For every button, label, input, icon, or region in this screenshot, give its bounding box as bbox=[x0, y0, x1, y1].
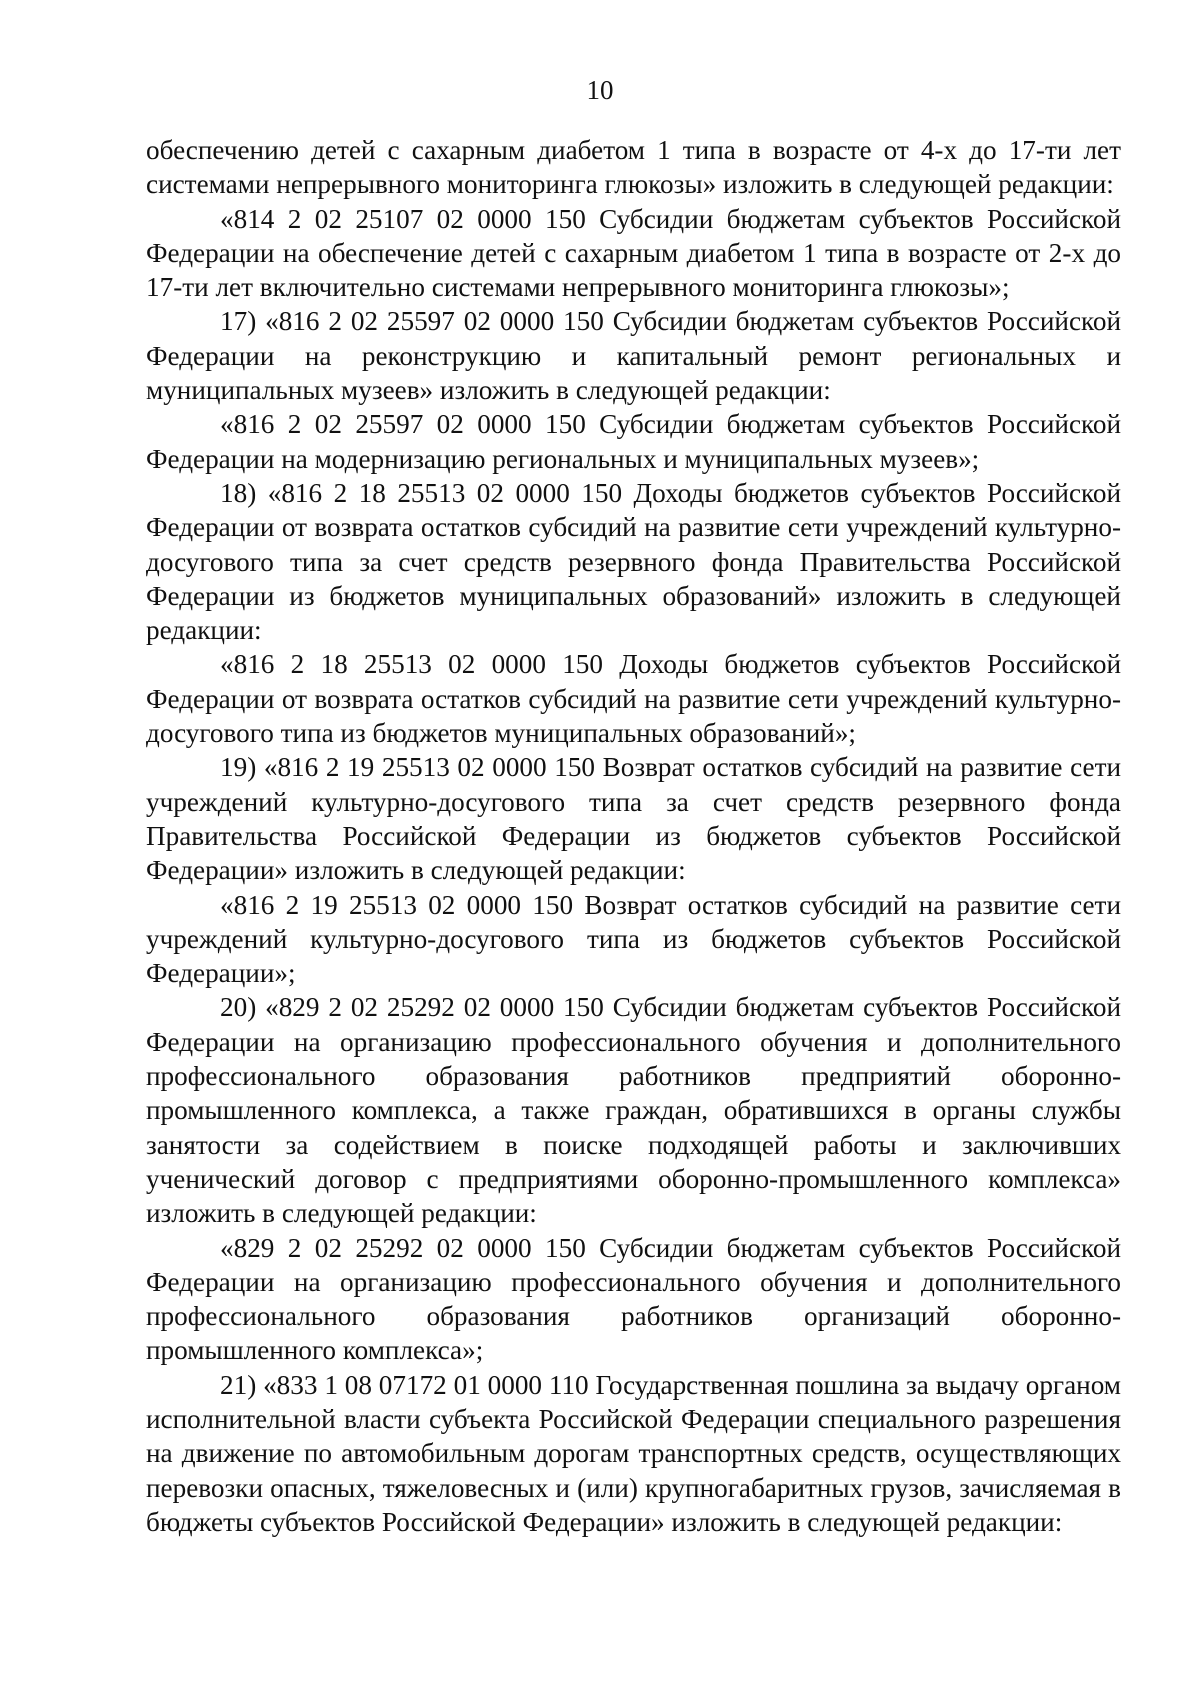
document-body bbox=[146, 133, 1121, 1539]
paragraph-item-19: 19) «816 2 19 25513 02 0000 150 Возврат остатков субсидий на развитие сети учреждений культурно-досугового типа за счет средств резервного фонда Правительства Российской Федерации из бюджетов субъектов Российской Федерации» изложить в следующей редакции: bbox=[146, 752, 1121, 886]
paragraph-item-17: 17) «816 2 02 25597 02 0000 150 Субсидии бюджетам субъектов Российской Федерации на реконструкцию и капитальный ремонт региональных и муниципальных музеев» изложить в следующей редакции: bbox=[146, 306, 1121, 406]
paragraph-item-20: 20) «829 2 02 25292 02 0000 150 Субсидии бюджетам субъектов Российской Федерации на организацию профессионального обучения и дополнительного профессионального образования работников предприятий оборонно-промышленного комплекса, а также граждан, обратившихся в органы службы занятости за содействием в поиске подходящей работы и заключивших ученический договор с предприятиями оборонно-промышленного комплекса» изложить в следующей редакции: bbox=[146, 992, 1121, 1229]
paragraph-new-wording-816-museums: «816 2 02 25597 02 0000 150 Субсидии бюджетам субъектов Российской Федерации на модернизацию региональных и муниципальных музеев»; bbox=[146, 409, 1121, 474]
paragraph-item-21: 21) «833 1 08 07172 01 0000 110 Государственная пошлина за выдачу органом исполнительной власти субъекта Российской Федерации специального разрешения на движение по автомобильным дорогам транспортных средств, осуществляющих перевозки опасных, тяжеловесных и (или) крупногабаритных грузов, зачисляемая в бюджеты субъектов Российской Федерации» изложить в следующей редакции: bbox=[146, 1369, 1121, 1537]
paragraph-continuation: обеспечению детей с сахарным диабетом 1 типа в возрасте от 4-х до 17-ти лет системами непрерывного мониторинга глюкозы» изложить в следующей редакции: bbox=[146, 135, 1121, 200]
paragraph-new-wording-829: «829 2 02 25292 02 0000 150 Субсидии бюджетам субъектов Российской Федерации на организацию профессионального обучения и дополнительного профессионального образования работников организаций оборонно-промышленного комплекса»; bbox=[146, 1232, 1121, 1366]
paragraph-new-wording-816-2-18: «816 2 18 25513 02 0000 150 Доходы бюджетов субъектов Российской Федерации от возврата остатков субсидий на развитие сети учреждений культурно-досугового типа из бюджетов муниципальных образований»; bbox=[146, 649, 1121, 749]
paragraph-item-18: 18) «816 2 18 25513 02 0000 150 Доходы бюджетов субъектов Российской Федерации от возврата остатков субсидий на развитие сети учреждений культурно-досугового типа за счет средств резервного фонда Правительства Российской Федерации из бюджетов муниципальных образований» изложить в следующей редакции: bbox=[146, 477, 1121, 646]
paragraph-new-wording-814: «814 2 02 25107 02 0000 150 Субсидии бюджетам субъектов Российской Федерации на обеспечение детей с сахарным диабетом 1 типа в возрасте от 2-х до 17-ти лет включительно системами непрерывного мониторинга глюкозы»; bbox=[146, 203, 1121, 303]
paragraph-new-wording-816-2-19: «816 2 19 25513 02 0000 150 Возврат остатков субсидий на развитие сети учреждений культурно-досугового типа из бюджетов субъектов Российской Федерации»; bbox=[146, 889, 1121, 989]
page-number: 10 bbox=[586, 75, 614, 105]
